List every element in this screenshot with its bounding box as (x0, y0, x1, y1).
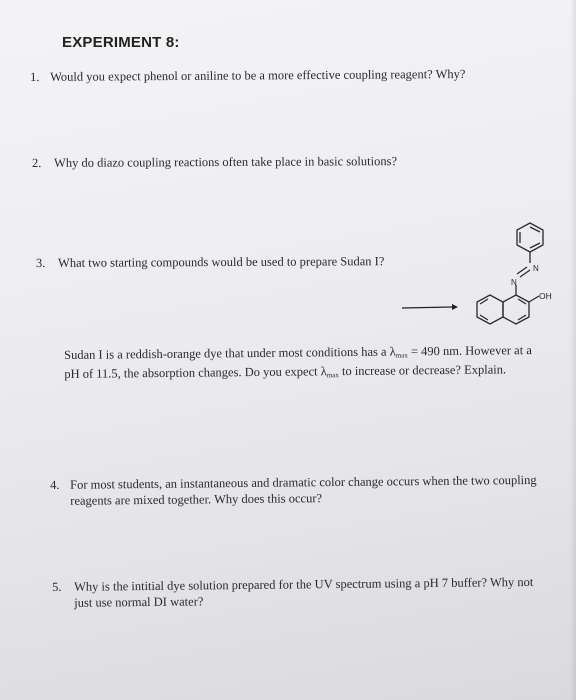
lambda-subscript: max (326, 371, 339, 380)
question-text-line: For most students, an instantaneous and dramatic color change occurs when the two coupling (69, 472, 537, 492)
azo-n-label: N (533, 264, 539, 273)
question-number: 4. (50, 477, 60, 492)
question-text-line: just use normal DI water? (74, 594, 204, 610)
question-4 (50, 473, 550, 512)
note-text: to increase or decrease? Explain. (338, 362, 507, 379)
question-5 (52, 575, 552, 614)
question-text-line: Why is the intitial dye solution prepared for the UV spectrum using a pH 7 buffer? Why not (73, 574, 534, 594)
sudan-i-note (64, 343, 534, 386)
sudan-i-structure (430, 215, 560, 345)
azo-n-label: N (511, 278, 517, 287)
question-number: 3. (36, 255, 46, 270)
question-2 (32, 153, 552, 172)
page-edge-shadow (570, 0, 576, 700)
question-text: What two starting compounds would be used to prepare Sudan I? (57, 254, 385, 270)
question-number: 5. (52, 579, 62, 594)
page-title: EXPERIMENT 8: (62, 34, 180, 51)
hydroxyl-label: OH (539, 291, 552, 301)
question-text-line: reagents are mixed together. Why does this occur? (70, 491, 323, 508)
note-text: = 490 nm. However at a pH of 11.5, the absorption changes. Do you expect λ (64, 343, 532, 381)
note-text: Sudan I is a reddish-orange dye that under most conditions has a λ (64, 344, 396, 362)
question-number: 2. (32, 155, 42, 170)
question-number: 1. (30, 69, 40, 84)
question-text: Would you expect phenol or aniline to be a more effective coupling reagent? Why? (49, 66, 466, 84)
lambda-subscript: max (395, 351, 408, 360)
question-3 (36, 254, 436, 272)
question-1 (30, 66, 550, 86)
question-text: Why do diazo coupling reactions often take place in basic solutions? (53, 154, 398, 170)
